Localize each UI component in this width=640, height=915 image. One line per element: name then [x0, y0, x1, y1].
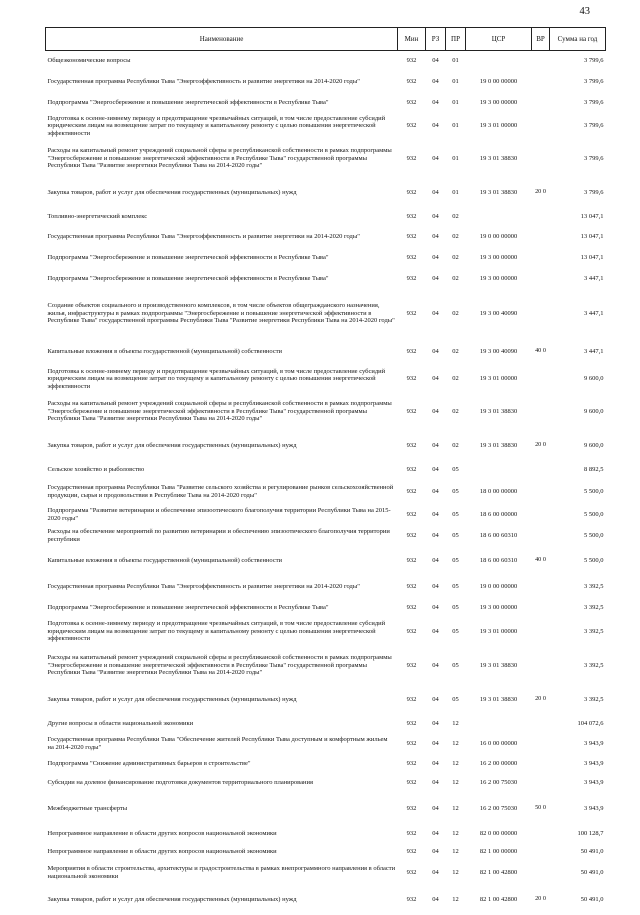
row-csr: 82 0 00 00000 [479, 829, 518, 837]
row-min: 932 [406, 804, 417, 812]
row-rz: 04 [432, 487, 439, 495]
table-row [46, 885, 606, 915]
header-csr: ЦСР [466, 28, 532, 51]
row-min: 932 [406, 778, 417, 786]
header-min: Мин [398, 28, 426, 51]
row-sum: 3 392,5 [584, 582, 604, 590]
row-pr: 05 [452, 556, 459, 564]
row-name: Расходы на обеспечение мероприятий по развитию ветеринарии и обеспечению эпизоотического благополучия территории республики [47, 527, 390, 543]
table-row [46, 140, 606, 178]
row-name: Подпрограмма "Энергосбережение и повышение энергетической эффективности в Республике Тыва" [47, 274, 329, 282]
row-sum: 3 799,6 [584, 188, 604, 196]
row-rz: 04 [432, 309, 439, 317]
row-min: 932 [406, 212, 417, 220]
row-rz: 04 [432, 122, 439, 130]
row-csr: 19 3 00 40090 [479, 309, 518, 317]
row-sum: 3 799,6 [584, 98, 604, 106]
row-min: 932 [406, 739, 417, 747]
row-csr: 18 0 00 00000 [479, 487, 518, 495]
row-csr: 18 6 00 60310 [479, 531, 518, 539]
row-min: 932 [406, 347, 417, 355]
row-rz: 04 [432, 627, 439, 635]
row-vr [532, 617, 550, 647]
row-pr: 02 [452, 212, 459, 220]
row-name: Непрограммное направление в области других вопросов национальной экономики [47, 847, 277, 855]
row-csr: 19 3 01 38830 [479, 154, 518, 162]
row-pr: 05 [452, 695, 459, 703]
row-rz: 04 [432, 556, 439, 564]
row-sum: 3 943,9 [584, 739, 604, 747]
row-min: 932 [406, 309, 417, 317]
row-name: Закупка товаров, работ и услуг для обеспечения государственных (муниципальных) нужд [47, 188, 297, 196]
row-sum: 13 047,1 [580, 253, 604, 261]
row-name: Создание объектов социального и производственного комплексов, в том числе объектов общегражданского назначения, жилья, инфраструктуры в рамках подпрограммы "Энергосбережение и повышение энергетической эффективности в Республике Тыва" государственной программы Республики Тыва "Развитие энергетики Республики Тыва на 2014-2020 годы" [47, 302, 395, 325]
row-sum: 3 943,9 [584, 804, 604, 812]
row-name: Подпрограмма "Энергосбережение и повышение энергетической эффективности в Республике Тыва" [47, 98, 329, 106]
row-rz: 04 [432, 829, 439, 837]
row-csr: 19 3 01 00000 [479, 627, 518, 635]
row-pr: 02 [452, 309, 459, 317]
table-row [46, 647, 606, 685]
row-min: 932 [406, 829, 417, 837]
row-sum: 3 447,1 [584, 309, 604, 317]
table-row [46, 393, 606, 431]
row-sum: 9 600,0 [584, 407, 604, 415]
row-min: 932 [406, 627, 417, 635]
row-min: 932 [406, 232, 417, 240]
row-min: 932 [406, 441, 417, 449]
row-name: Подготовка к осенне-зимнему периоду и предотвращение чрезвычайных ситуаций, в том числе предоставление субсидий юридическим лицам на возмещение затрат по текущему и капитальному ремонту с целью повышения энергетической эффективности [47, 367, 386, 390]
row-vr: 40 0 [535, 347, 546, 355]
row-pr: 12 [452, 739, 459, 747]
row-sum: 13 047,1 [580, 232, 604, 240]
row-sum: 3 799,6 [584, 56, 604, 64]
row-pr: 12 [452, 759, 459, 767]
row-vr [532, 113, 550, 140]
row-name: Подпрограмма "Снижение административных барьеров в строительстве" [47, 759, 251, 767]
row-name: Расходы на капитальный ремонт учреждений социальной сферы и республиканской собственности в рамках подпрограммы "Энергосбережение и повышение энергетической эффективности в Республике Тыва" государственной программы Республики Тыва "Развитие энергетики Республики Тыва на 2014-2020 годы" [47, 400, 392, 423]
row-rz: 04 [432, 759, 439, 767]
row-rz: 04 [432, 253, 439, 261]
table-body [46, 51, 606, 915]
table-row [46, 51, 606, 71]
row-vr [532, 248, 550, 268]
table-header [46, 28, 606, 51]
row-min: 932 [406, 759, 417, 767]
row-min: 932 [406, 122, 417, 130]
row-csr: 16 0 00 00000 [479, 739, 518, 747]
row-vr [532, 575, 550, 599]
row-rz: 04 [432, 375, 439, 383]
row-sum: 5 500,0 [584, 556, 604, 564]
row-sum: 3 392,5 [584, 695, 604, 703]
table-row [46, 525, 606, 547]
row-rz: 04 [432, 719, 439, 727]
row-pr: 05 [452, 531, 459, 539]
row-min: 932 [406, 375, 417, 383]
row-name: Сельское хозяйство и рыболовство [47, 465, 145, 473]
row-rz: 04 [432, 232, 439, 240]
table-row [46, 843, 606, 861]
table-row [46, 113, 606, 140]
row-name: Подпрограмма "Развитие ветеринарии и обеспечение эпизоотического благополучия территории Республики Тыва на 2015-2020 годы" [47, 506, 391, 522]
row-vr [532, 715, 550, 733]
row-vr: 50 0 [535, 804, 546, 812]
row-sum: 13 047,1 [580, 212, 604, 220]
row-pr: 12 [452, 804, 459, 812]
row-csr: 19 3 01 38830 [479, 407, 518, 415]
row-csr: 19 0 00 00000 [479, 77, 518, 85]
row-vr [532, 525, 550, 547]
row-sum: 9 600,0 [584, 441, 604, 449]
row-pr: 01 [452, 56, 459, 64]
row-name: Закупка товаров, работ и услуг для обеспечения государственных (муниципальных) нужд [47, 441, 297, 449]
row-name: Расходы на капитальный ремонт учреждений социальной сферы и республиканской собственности в рамках подпрограммы "Энергосбережение и повышение энергетической эффективности в Республике Тыва" государственной программы Республики Тыва "Развитие энергетики Республики Тыва на 2014-2020 годы" [47, 147, 392, 170]
row-rz: 04 [432, 154, 439, 162]
row-pr: 01 [452, 122, 459, 130]
row-rz: 04 [432, 510, 439, 518]
row-vr [532, 825, 550, 843]
row-min: 932 [406, 661, 417, 669]
row-pr: 01 [452, 188, 459, 196]
table-row [46, 290, 606, 338]
row-rz: 04 [432, 778, 439, 786]
row-min: 932 [406, 582, 417, 590]
row-csr: 19 3 00 00000 [479, 98, 518, 106]
row-min: 932 [406, 556, 417, 564]
row-sum: 50 491,0 [580, 868, 604, 876]
row-sum: 5 500,0 [584, 510, 604, 518]
row-sum: 3 943,9 [584, 778, 604, 786]
row-csr: 16 2 00 00000 [479, 759, 518, 767]
row-vr [532, 208, 550, 226]
row-rz: 04 [432, 212, 439, 220]
table-row [46, 617, 606, 647]
row-vr: 20 0 [535, 188, 546, 196]
row-csr: 19 3 01 38830 [479, 441, 518, 449]
row-vr [532, 505, 550, 525]
row-min: 932 [406, 510, 417, 518]
header-pr: ПР [446, 28, 466, 51]
row-vr [532, 226, 550, 248]
row-min: 932 [406, 719, 417, 727]
row-rz: 04 [432, 347, 439, 355]
row-name: Подготовка к осенне-зимнему периоду и предотвращение чрезвычайных ситуаций, в том числе предоставление субсидий юридическим лицам на возмещение затрат по текущему и капитальному ремонту с целью повышения энергетической эффективности [47, 620, 386, 643]
row-rz: 04 [432, 77, 439, 85]
row-rz: 04 [432, 895, 439, 903]
row-sum: 5 500,0 [584, 487, 604, 495]
row-vr: 40 0 [535, 556, 546, 564]
row-rz: 04 [432, 56, 439, 64]
row-sum: 104 072,6 [577, 719, 604, 727]
table-row [46, 93, 606, 113]
row-name: Топливно-энергетический комплекс [47, 212, 148, 220]
table-row [46, 685, 606, 715]
row-csr [466, 715, 532, 733]
table-row [46, 431, 606, 461]
row-rz: 04 [432, 98, 439, 106]
row-name: Мероприятия в области строительства, архитектуры и градостроительства в рамках внепрограммного направления в области национальной экономики [47, 864, 396, 880]
row-name: Капитальные вложения в объекты государственной (муниципальной) собственности [47, 556, 283, 564]
table-row [46, 479, 606, 505]
table-row [46, 461, 606, 479]
row-vr [532, 861, 550, 885]
row-name: Подпрограмма "Энергосбережение и повышение энергетической эффективности в Республике Тыва" [47, 603, 329, 611]
header-sum: Сумма на год [550, 28, 606, 51]
row-rz: 04 [432, 531, 439, 539]
row-sum: 3 392,5 [584, 661, 604, 669]
row-vr [532, 268, 550, 290]
row-pr: 12 [452, 847, 459, 855]
row-rz: 04 [432, 582, 439, 590]
row-vr [532, 755, 550, 773]
row-min: 932 [406, 98, 417, 106]
row-pr: 12 [452, 778, 459, 786]
row-vr [532, 366, 550, 393]
row-rz: 04 [432, 739, 439, 747]
row-min: 932 [406, 465, 417, 473]
row-csr [466, 461, 532, 479]
row-sum: 3 392,5 [584, 627, 604, 635]
row-name: Государственная программа Республики Тыва "Энергоэффективность и развитие энергетики на 2014-2020 годы" [47, 582, 360, 590]
row-vr [532, 51, 550, 71]
row-name: Государственная программа Республики Тыва "Энергоэффективность и развитие энергетики на 2014-2020 годы" [47, 232, 360, 240]
row-pr: 01 [452, 154, 459, 162]
row-pr: 02 [452, 274, 459, 282]
row-pr: 02 [452, 375, 459, 383]
row-csr: 19 0 00 00000 [479, 582, 518, 590]
table-row [46, 861, 606, 885]
row-name: Государственная программа Республики Тыва "Обеспечение жителей Республики Тыва доступным и комфортным жильем на 2014-2020 годы" [47, 735, 388, 751]
row-pr: 02 [452, 441, 459, 449]
row-min: 932 [406, 531, 417, 539]
table-row [46, 268, 606, 290]
row-vr [532, 733, 550, 755]
row-name: Государственная программа Республики Тыва "Развитие сельского хозяйства и регулирование рынков сельскохозяйственной продукции, сырья и продовольствия в Республике Тыва на 2014-2020 годы" [47, 483, 394, 499]
table-row [46, 338, 606, 366]
table-row [46, 825, 606, 843]
row-pr: 02 [452, 232, 459, 240]
row-name: Капитальные вложения в объекты государственной (муниципальной) собственности [47, 347, 283, 355]
table-row [46, 226, 606, 248]
row-pr: 01 [452, 98, 459, 106]
row-pr: 12 [452, 829, 459, 837]
row-name: Подпрограмма "Энергосбережение и повышение энергетической эффективности в Республике Тыва" [47, 253, 329, 261]
row-pr: 12 [452, 895, 459, 903]
row-csr: 82 1 00 42800 [479, 895, 518, 903]
row-min: 932 [406, 253, 417, 261]
row-rz: 04 [432, 603, 439, 611]
row-csr: 18 6 00 00000 [479, 510, 518, 518]
table-row [46, 755, 606, 773]
row-name: Закупка товаров, работ и услуг для обеспечения государственных (муниципальных) нужд [47, 695, 297, 703]
row-sum: 3 799,6 [584, 154, 604, 162]
table-row [46, 773, 606, 793]
row-sum: 3 392,5 [584, 603, 604, 611]
row-csr: 18 6 00 60310 [479, 556, 518, 564]
row-min: 932 [406, 868, 417, 876]
row-csr [466, 208, 532, 226]
table-row [46, 208, 606, 226]
row-csr: 19 3 01 38830 [479, 188, 518, 196]
row-pr: 02 [452, 253, 459, 261]
row-vr [532, 479, 550, 505]
row-vr [532, 647, 550, 685]
row-vr: 20 0 [535, 895, 546, 903]
row-pr: 05 [452, 510, 459, 518]
row-csr: 19 3 01 38830 [479, 695, 518, 703]
row-name: Расходы на капитальный ремонт учреждений социальной сферы и республиканской собственности в рамках подпрограммы "Энергосбережение и повышение энергетической эффективности в Республике Тыва" государственной программы Республики Тыва "Развитие энергетики Республики Тыва на 2014-2020 годы" [47, 654, 392, 677]
row-name: Субсидии на долевое финансирование подготовки документов территориального планирования [47, 778, 313, 786]
row-csr: 19 3 00 00000 [479, 253, 518, 261]
row-pr: 12 [452, 719, 459, 727]
row-name: Государственная программа Республики Тыва "Энергоэффективность и развитие энергетики на 2014-2020 годы" [47, 77, 360, 85]
row-name: Непрограммное направление в области других вопросов национальной экономики [47, 829, 277, 837]
row-name: Межбюджетные трансферты [47, 804, 128, 812]
row-sum: 3 447,1 [584, 347, 604, 355]
row-pr: 12 [452, 868, 459, 876]
row-vr [532, 93, 550, 113]
row-csr: 82 1 00 00000 [479, 847, 518, 855]
row-csr: 19 3 01 00000 [479, 122, 518, 130]
row-csr: 19 0 00 00000 [479, 232, 518, 240]
row-sum: 8 892,5 [584, 465, 604, 473]
row-name: Другие вопросы в области национальной экономики [47, 719, 194, 727]
row-csr: 19 3 01 38830 [479, 661, 518, 669]
row-pr: 05 [452, 582, 459, 590]
row-vr [532, 140, 550, 178]
table-row [46, 547, 606, 575]
row-min: 932 [406, 487, 417, 495]
row-pr: 05 [452, 603, 459, 611]
row-rz: 04 [432, 407, 439, 415]
row-rz: 04 [432, 868, 439, 876]
row-min: 932 [406, 603, 417, 611]
row-rz: 04 [432, 661, 439, 669]
row-min: 932 [406, 77, 417, 85]
row-min: 932 [406, 154, 417, 162]
header-name: Наименование [46, 28, 398, 51]
row-rz: 04 [432, 847, 439, 855]
row-vr [532, 599, 550, 617]
row-pr: 01 [452, 77, 459, 85]
row-pr: 05 [452, 627, 459, 635]
table-row [46, 248, 606, 268]
row-sum: 3 447,1 [584, 274, 604, 282]
row-vr [532, 393, 550, 431]
row-pr: 05 [452, 465, 459, 473]
row-sum: 3 943,9 [584, 759, 604, 767]
row-pr: 02 [452, 347, 459, 355]
row-sum: 9 600,0 [584, 375, 604, 383]
row-vr [532, 843, 550, 861]
row-vr [532, 461, 550, 479]
table-row [46, 366, 606, 393]
row-sum: 50 491,0 [580, 847, 604, 855]
row-pr: 05 [452, 661, 459, 669]
row-vr [532, 71, 550, 93]
row-csr: 16 2 00 75030 [479, 804, 518, 812]
row-vr: 20 0 [535, 441, 546, 449]
row-sum: 3 799,6 [584, 122, 604, 130]
row-sum: 5 500,0 [584, 531, 604, 539]
row-rz: 04 [432, 441, 439, 449]
row-vr [532, 290, 550, 338]
row-rz: 04 [432, 695, 439, 703]
row-pr: 05 [452, 487, 459, 495]
table-row [46, 575, 606, 599]
row-csr [466, 51, 532, 71]
table-row [46, 599, 606, 617]
row-csr: 19 3 00 00000 [479, 603, 518, 611]
table-row [46, 793, 606, 825]
row-min: 932 [406, 274, 417, 282]
header-vr: ВР [532, 28, 550, 51]
table-row [46, 71, 606, 93]
row-csr: 19 3 01 00000 [479, 375, 518, 383]
row-rz: 04 [432, 274, 439, 282]
row-pr: 02 [452, 407, 459, 415]
row-sum: 50 491,0 [580, 895, 604, 903]
row-csr: 82 1 00 42800 [479, 868, 518, 876]
page-number: 43 [579, 6, 590, 17]
row-name: Подготовка к осенне-зимнему периоду и предотвращение чрезвычайных ситуаций, в том числе предоставление субсидий юридическим лицам на возмещение затрат по текущему и капитальному ремонту с целью повышения энергетической эффективности [47, 114, 386, 137]
row-vr [532, 773, 550, 793]
row-csr: 19 3 00 40090 [479, 347, 518, 355]
row-rz: 04 [432, 465, 439, 473]
row-name: Общеэкономические вопросы [47, 56, 131, 64]
row-csr: 19 3 00 00000 [479, 274, 518, 282]
header-rz: РЗ [426, 28, 446, 51]
row-rz: 04 [432, 804, 439, 812]
row-rz: 04 [432, 188, 439, 196]
table-row [46, 505, 606, 525]
row-vr: 20 0 [535, 695, 546, 703]
table-row [46, 715, 606, 733]
row-min: 932 [406, 895, 417, 903]
row-sum: 3 799,6 [584, 77, 604, 85]
row-min: 932 [406, 188, 417, 196]
row-min: 932 [406, 695, 417, 703]
row-min: 932 [406, 407, 417, 415]
table-row [46, 178, 606, 208]
table-row [46, 733, 606, 755]
row-name: Закупка товаров, работ и услуг для обеспечения государственных (муниципальных) нужд [47, 895, 297, 903]
row-sum: 100 128,7 [577, 829, 604, 837]
budget-table [45, 27, 606, 915]
row-min: 932 [406, 56, 417, 64]
row-min: 932 [406, 847, 417, 855]
row-csr: 16 2 00 75030 [479, 778, 518, 786]
